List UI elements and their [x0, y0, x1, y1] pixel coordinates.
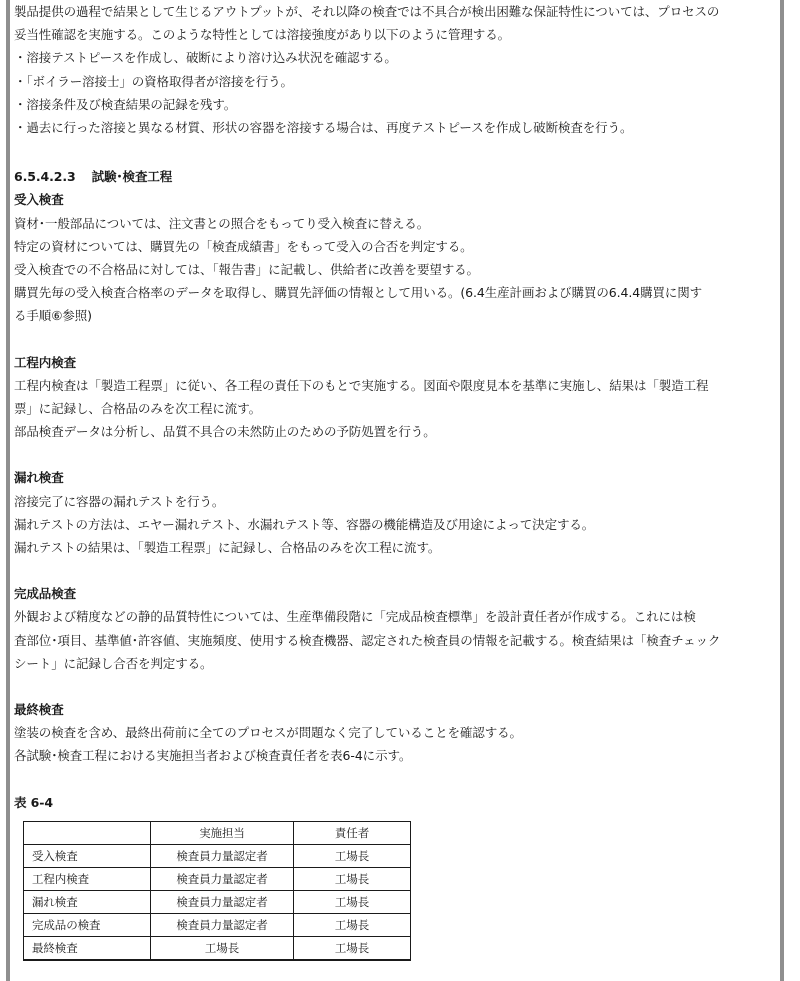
- section-title: 試験･検査工程: [91, 169, 173, 185]
- table-cell-process: 漏れ検査: [24, 890, 151, 913]
- finished-line: シート」に記録し合否を判定する。: [14, 655, 213, 671]
- table-cell-performer: 検査員力量認定者: [151, 890, 294, 913]
- finished-inspection-block: [14, 582, 778, 675]
- inprocess-line: 票」に記録し、合格品のみを次工程に流す。: [14, 401, 262, 417]
- intro-bullet: ・溶接テストピースを作成し、破断により溶け込み状況を確認する。: [14, 50, 397, 66]
- finished-heading: 完成品検査: [14, 586, 77, 602]
- leak-heading: 漏れ検査: [14, 470, 64, 486]
- table-row: [24, 890, 411, 913]
- inprocess-line: 部品検査データは分析し、品質不具合の未然防止のための予防処置を行う。: [14, 424, 436, 440]
- intro-line: 妥当性確認を実施する。このような特性としては溶接強度があり以下のように管理する。: [14, 27, 511, 43]
- spacer: [14, 768, 778, 791]
- table-row: [24, 844, 411, 867]
- final-heading: 最終検査: [14, 702, 64, 718]
- receiving-line: 購買先毎の受入検査合格率のデータを取得し、購買先評価の情報として用いる。(6.4生産計画および購買の6.4.4購買に関す: [14, 285, 703, 301]
- final-inspection-block: [14, 698, 778, 768]
- spacer: [14, 443, 778, 466]
- table-row: [24, 936, 411, 960]
- final-line: 各試験･検査工程における実施担当者および検査責任者を表6-4に示す。: [14, 748, 412, 764]
- intro-block: [14, 0, 778, 139]
- receiving-heading: 受入検査: [14, 192, 64, 208]
- document-page: [14, 0, 778, 961]
- table-header-cell: 実施担当: [151, 821, 294, 844]
- table-cell-responsible: 工場長: [294, 844, 411, 867]
- section-number: 6.5.4.2.3: [14, 169, 76, 185]
- spacer: [14, 328, 778, 351]
- table-cell-process: 最終検査: [24, 936, 151, 960]
- spacer: [14, 559, 778, 582]
- table-cell-responsible: 工場長: [294, 890, 411, 913]
- intro-bullet: ・「ボイラー溶接士」の資格取得者が溶接を行う。: [14, 73, 293, 89]
- table-cell-responsible: 工場長: [294, 913, 411, 936]
- final-line: 塗装の検査を含め、最終出荷前に全てのプロセスが問題なく完了していることを確認する。: [14, 725, 522, 741]
- leak-line: 漏れテストの方法は、エヤー漏れテスト、水漏れテスト等、容器の機能構造及び用途によって決定する。: [14, 516, 595, 532]
- receiving-line: る手順⑥参照): [14, 308, 92, 324]
- table-cell-process: 工程内検査: [24, 867, 151, 890]
- finished-line: 査部位･項目、基準値･許容値、実施頻度、使用する検査機器、認定された検査員の情報を記載する。検査結果は「検査チェック: [14, 632, 721, 648]
- table-cell-responsible: 工場長: [294, 867, 411, 890]
- receiving-line: 資材･一般部品については、注文書との照合をもってり受入検査に替える。: [14, 215, 430, 231]
- receiving-inspection-block: [14, 188, 778, 327]
- leak-line: 溶接完了に容器の漏れテストを行う。: [14, 493, 225, 509]
- intro-line: 製品提供の過程で結果として生じるアウトプットが、それ以降の検査では不具合が検出困難な保証特性については、プロセスの: [14, 4, 720, 19]
- table-cell-process: 完成品の検査: [24, 913, 151, 936]
- table-cell-performer: 検査員力量認定者: [151, 844, 294, 867]
- finished-line: 外観および精度などの静的品質特性については、生産準備段階に「完成品検査標準」を設計責任者が作成する。これには検: [14, 609, 696, 625]
- receiving-line: 特定の資材については、購買先の「検査成績書」をもって受入の合否を判定する。: [14, 238, 473, 254]
- table-row: [24, 913, 411, 936]
- receiving-line: 受入検査での不合格品に対しては、「報告書」に記載し、供給者に改善を要望する。: [14, 262, 479, 278]
- inprocess-line: 工程内検査は「製造工程票」に従い、各工程の責任下のもとで実施する。図面や限度見本を基準に実施し、結果は「製造工程: [14, 377, 709, 393]
- section-heading: [14, 165, 778, 188]
- table-caption: 表 6-4: [14, 794, 53, 810]
- inspection-responsibility-table: [23, 821, 411, 961]
- table-header-cell: [24, 821, 151, 844]
- leak-line: 漏れテストの結果は、「製造工程票」に記録し、合格品のみを次工程に流す。: [14, 540, 441, 556]
- table-header-cell: 責任者: [294, 821, 411, 844]
- table-row: [24, 867, 411, 890]
- inprocess-heading: 工程内検査: [14, 354, 77, 370]
- intro-bullet: ・過去に行った溶接と異なる材質、形状の容器を溶接する場合は、再度テストピースを作成し破断検査を行う。: [14, 120, 633, 136]
- inprocess-inspection-block: [14, 351, 778, 444]
- intro-bullet: ・溶接条件及び検査結果の記録を残す。: [14, 96, 237, 112]
- table-cell-process: 受入検査: [24, 844, 151, 867]
- table-cell-performer: 検査員力量認定者: [151, 913, 294, 936]
- table-header-row: [24, 821, 411, 844]
- spacer: [14, 675, 778, 698]
- leak-inspection-block: [14, 466, 778, 559]
- table-cell-responsible: 工場長: [294, 936, 411, 960]
- table-cell-performer: 工場長: [151, 936, 294, 960]
- table-cell-performer: 検査員力量認定者: [151, 867, 294, 890]
